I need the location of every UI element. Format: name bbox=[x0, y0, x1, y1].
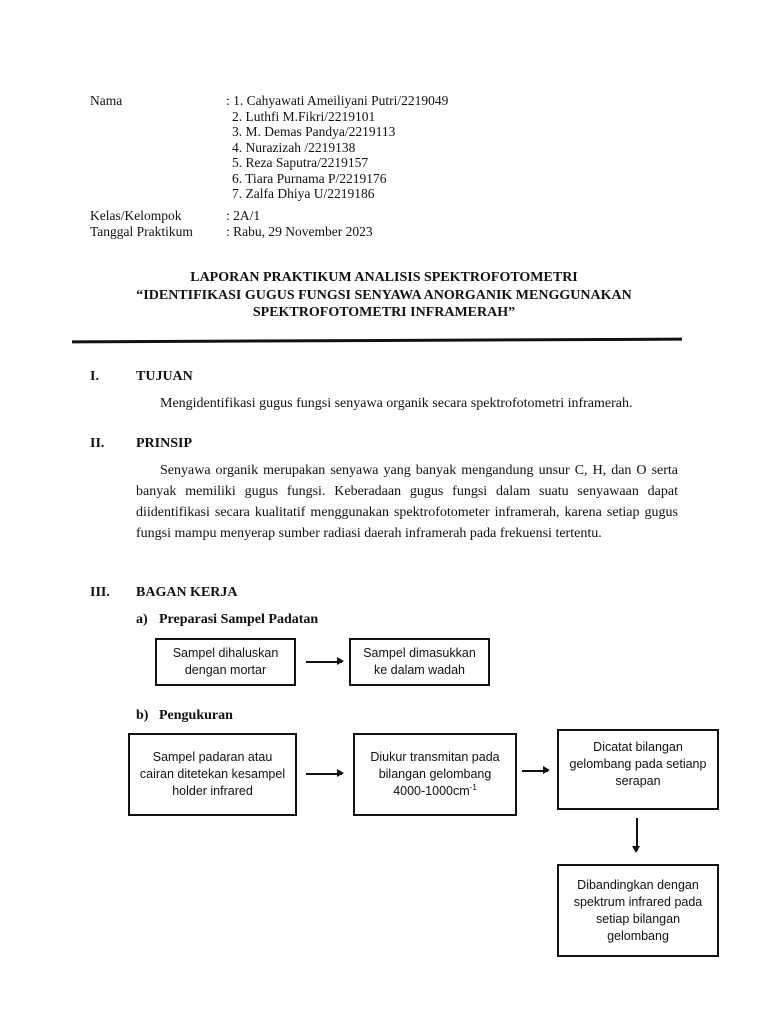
tanggal-label: Tanggal Praktikum bbox=[90, 224, 193, 239]
section-title-prinsip: PRINSIP bbox=[136, 436, 193, 451]
section-number-tujuan: I. bbox=[90, 369, 99, 384]
subsection-b-letter: b) bbox=[136, 708, 149, 723]
flow-b-step-3: Dicatat bilangan gelombang pada setianp serapan bbox=[557, 729, 719, 810]
section-title-bagan: BAGAN KERJA bbox=[136, 585, 238, 600]
subsection-a-letter: a) bbox=[136, 612, 148, 627]
section-title-tujuan: TUJUAN bbox=[136, 369, 193, 384]
kelas-value: : 2A/1 bbox=[226, 208, 261, 223]
title-line-1: LAPORAN PRAKTIKUM ANALISIS SPEKTROFOTOMETRI bbox=[190, 270, 578, 285]
subsection-a-title: Preparasi Sampel Padatan bbox=[159, 612, 319, 627]
member-1: : 1. Cahyawati Ameiliyani Putri/2219049 bbox=[226, 93, 449, 108]
report-metadata bbox=[0, 93, 768, 243]
flow-b-arrow-1 bbox=[306, 773, 342, 775]
member-6: 6. Tiara Purnama P/2219176 bbox=[232, 170, 387, 186]
flow-a-arrow-1 bbox=[306, 661, 342, 663]
title-line-3: SPEKTROFOTOMETRI INFRAMERAH” bbox=[252, 305, 516, 320]
flow-a-step-1: Sampel dihaluskan dengan mortar bbox=[155, 638, 296, 686]
section-number-prinsip: II. bbox=[90, 436, 105, 451]
member-7: 7. Zalfa Dhiya U/2219186 bbox=[232, 186, 375, 201]
flow-b-step-2 bbox=[353, 733, 517, 816]
subsection-pengukuran bbox=[136, 708, 233, 724]
flow-b-step-2-sup: -1 bbox=[469, 782, 477, 792]
flow-b-arrow-3 bbox=[636, 818, 638, 851]
tujuan-text: Mengidentifikasi gugus fungsi senyawa organik secara spektrofotometri inframerah. bbox=[160, 396, 633, 411]
flow-a-step-2: Sampel dimasukkan ke dalam wadah bbox=[349, 638, 490, 686]
report-title bbox=[60, 269, 708, 322]
section-number-bagan: III. bbox=[90, 585, 110, 600]
kelas-label: Kelas/Kelompok bbox=[90, 208, 182, 223]
member-4: 4. Nurazizah /2219138 bbox=[232, 139, 356, 155]
prinsip-text: Senyawa organik merupakan senyawa yang banyak mengandung unsur C, H, dan O serta banyak memiliki gugus fungsi. Keberadaan gugus fungsi dalam suatu senyawaan dapat diidentifikasi secara kualitatif menggunakan spektrofotometer inframerah, karena setiap gugus fungsi mampu menyerap sumber radiasi daerah inframerah pada frekuensi tertentu. bbox=[136, 463, 678, 541]
member-3: 3. M. Demas Pandya/2219113 bbox=[232, 124, 396, 139]
member-2: 2. Luthfi M.Fikri/2219101 bbox=[232, 108, 376, 124]
tanggal-value: : Rabu, 29 November 2023 bbox=[226, 224, 373, 239]
flow-b-step-2-text bbox=[361, 749, 509, 800]
flow-b-step-2-main: Diukur transmitan pada bilangan gelombang 4000-1000cm bbox=[370, 750, 500, 798]
flow-b-step-4: Dibandingkan dengan spektrum infrared pada setiap bilangan gelombang bbox=[557, 864, 719, 957]
title-line-2: “IDENTIFIKASI GUGUS FUNGSI SENYAWA ANORGANIK MENGGUNAKAN bbox=[136, 287, 632, 303]
subsection-preparasi bbox=[136, 612, 318, 628]
flow-b-step-1: Sampel padaran atau cairan ditetekan kesampel holder infrared bbox=[128, 733, 297, 816]
subsection-b-title: Pengukuran bbox=[159, 708, 233, 723]
member-5: 5. Reza Saputra/2219157 bbox=[232, 155, 369, 170]
nama-label: Nama bbox=[90, 93, 123, 108]
title-divider bbox=[72, 338, 682, 344]
flow-b-arrow-2 bbox=[522, 770, 548, 772]
